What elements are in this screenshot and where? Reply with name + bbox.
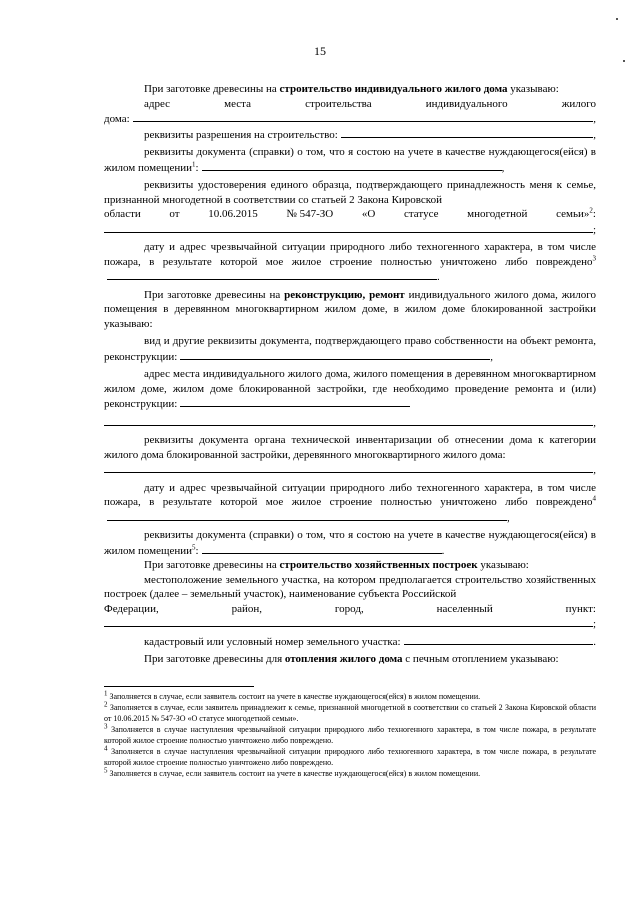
permit-field: реквизиты разрешения на строительство: , <box>144 128 596 141</box>
large-family-cert-field: ; <box>104 222 596 238</box>
construction-address-line: адрес места строительства индивидуального жилого <box>144 97 596 110</box>
page-number: 15 <box>314 44 326 58</box>
fill-line[interactable] <box>133 111 594 122</box>
section-outbuildings-intro: При заготовке древесины на строительство хозяйственных построек указываю: <box>144 559 529 571</box>
fill-line[interactable] <box>180 349 490 360</box>
fill-line[interactable] <box>104 616 593 627</box>
footnote-4: $^4$ Заполняется в случае наступления чрезвычайной ситуации природного либо техногенного характера, в том числе пожара, в результате которой жилое строение полностью уничтожено либо повреждено. <box>104 744 596 767</box>
footnote-2: $^2$ Заполняется в случае, если заявитель принадлежит к семье, признанной многодетной в соответствии со статьей 2 Закона Кировской области от 10.06.2015 № 547-ЗО «О статусе многодетной семьи». <box>104 700 596 723</box>
repair-registration-label: реквизиты документа (справки) о том, что я состою на учете в качестве нуждающегося(ейся) в жилом помещении$^5$: . <box>104 529 596 557</box>
fill-line[interactable] <box>104 462 593 473</box>
fill-line[interactable] <box>104 222 593 233</box>
registration-doc-label: реквизиты документа (справки) о том, что я состою на учете в качестве нуждающегося(ейся) в жилом помещении$^1$: , <box>104 146 596 174</box>
document-body <box>104 82 596 667</box>
construction-address-field: дома: , <box>104 113 596 125</box>
land-plot-field: ; <box>104 616 596 632</box>
footnote-divider <box>104 686 254 687</box>
fill-line[interactable] <box>107 269 437 280</box>
fill-line[interactable] <box>341 127 593 138</box>
fill-line[interactable] <box>180 396 410 407</box>
fill-line[interactable] <box>404 634 594 645</box>
repair-address-label: адрес места индивидуального жилого дома, жилого помещения в деревянном многоквартирном жилом доме, жилом доме блокированной застройки, где необходимо проведение ремонта и (или) реконструкции: <box>104 368 596 410</box>
section-construction-intro: При заготовке древесины на строительство индивидуального жилого дома указываю: <box>144 83 559 95</box>
scan-speck <box>623 60 625 62</box>
repair-address-field: , <box>104 415 596 431</box>
large-family-cert-line: области от 10.06.2015 № 547-ЗО «О статусе многодетной семьи»$^2$: <box>104 206 596 220</box>
footnote-5: $^5$ Заполняется в случае, если заявитель состоит на учете в качестве нуждающегося(ейся) в жилом помещении. <box>104 766 481 778</box>
section-heating-intro: При заготовке древесины для отопления жилого дома с печным отоплением указываю: <box>144 653 559 665</box>
fill-line[interactable] <box>202 160 502 171</box>
repair-emergency-label: дату и адрес чрезвычайной ситуации природного либо техногенного характера, в том числе пожара, в результате которой мое жилое строение полностью уничтожено либо повреждено$^4$, <box>104 481 596 524</box>
footnote-1: $^1$ Заполняется в случае, если заявитель состоит на учете в качестве нуждающегося(ейся) в жилом помещении. <box>104 689 481 701</box>
tech-inventory-field: , <box>104 462 596 478</box>
section-repair-intro: При заготовке древесины на реконструкцию, ремонт индивидуального жилого дома, жилого помещения в деревянном многоквартирном жилом доме, в жилом доме блокированной застройки указываю: <box>104 288 597 330</box>
fill-line[interactable] <box>107 510 507 521</box>
fill-line[interactable] <box>104 415 593 426</box>
large-family-cert-label: реквизиты удостоверения единого образца, подтверждающего принадлежность меня к семье, признанной многодетной в соответствии со статьей 2 Закона Кировской <box>104 179 596 206</box>
tech-inventory-label: реквизиты документа органа технической инвентаризации об отнесении дома к категории жилого дома блокированной застройки, деревянного многоквартирного жилого дома: <box>104 434 596 461</box>
land-plot-line: Федерации, район, город, населенный пункт: <box>104 602 596 615</box>
footnotes <box>104 686 596 779</box>
scan-speck <box>616 18 618 20</box>
fill-line[interactable] <box>202 543 442 554</box>
cadastral-field: кадастровый или условный номер земельного участка: . <box>144 635 596 648</box>
ownership-doc-label: вид и другие реквизиты документа, подтверждающего право собственности на объект ремонта, реконструкции: , <box>104 335 596 363</box>
emergency-label: дату и адрес чрезвычайной ситуации природного либо техногенного характера, в том числе пожара, в результате которой мое жилое строение полностью уничтожено либо повреждено$^3$. <box>104 241 596 283</box>
land-plot-label: местоположение земельного участка, на котором предполагается строительство хозяйственных построек (далее – земельный участок), наименование субъекта Российской <box>104 573 596 600</box>
footnote-3: $^3$ Заполняется в случае наступления чрезвычайной ситуации природного либо техногенного характера, в том числе пожара, в результате которой жилое строение полностью уничтожено либо повреждено. <box>104 722 596 745</box>
